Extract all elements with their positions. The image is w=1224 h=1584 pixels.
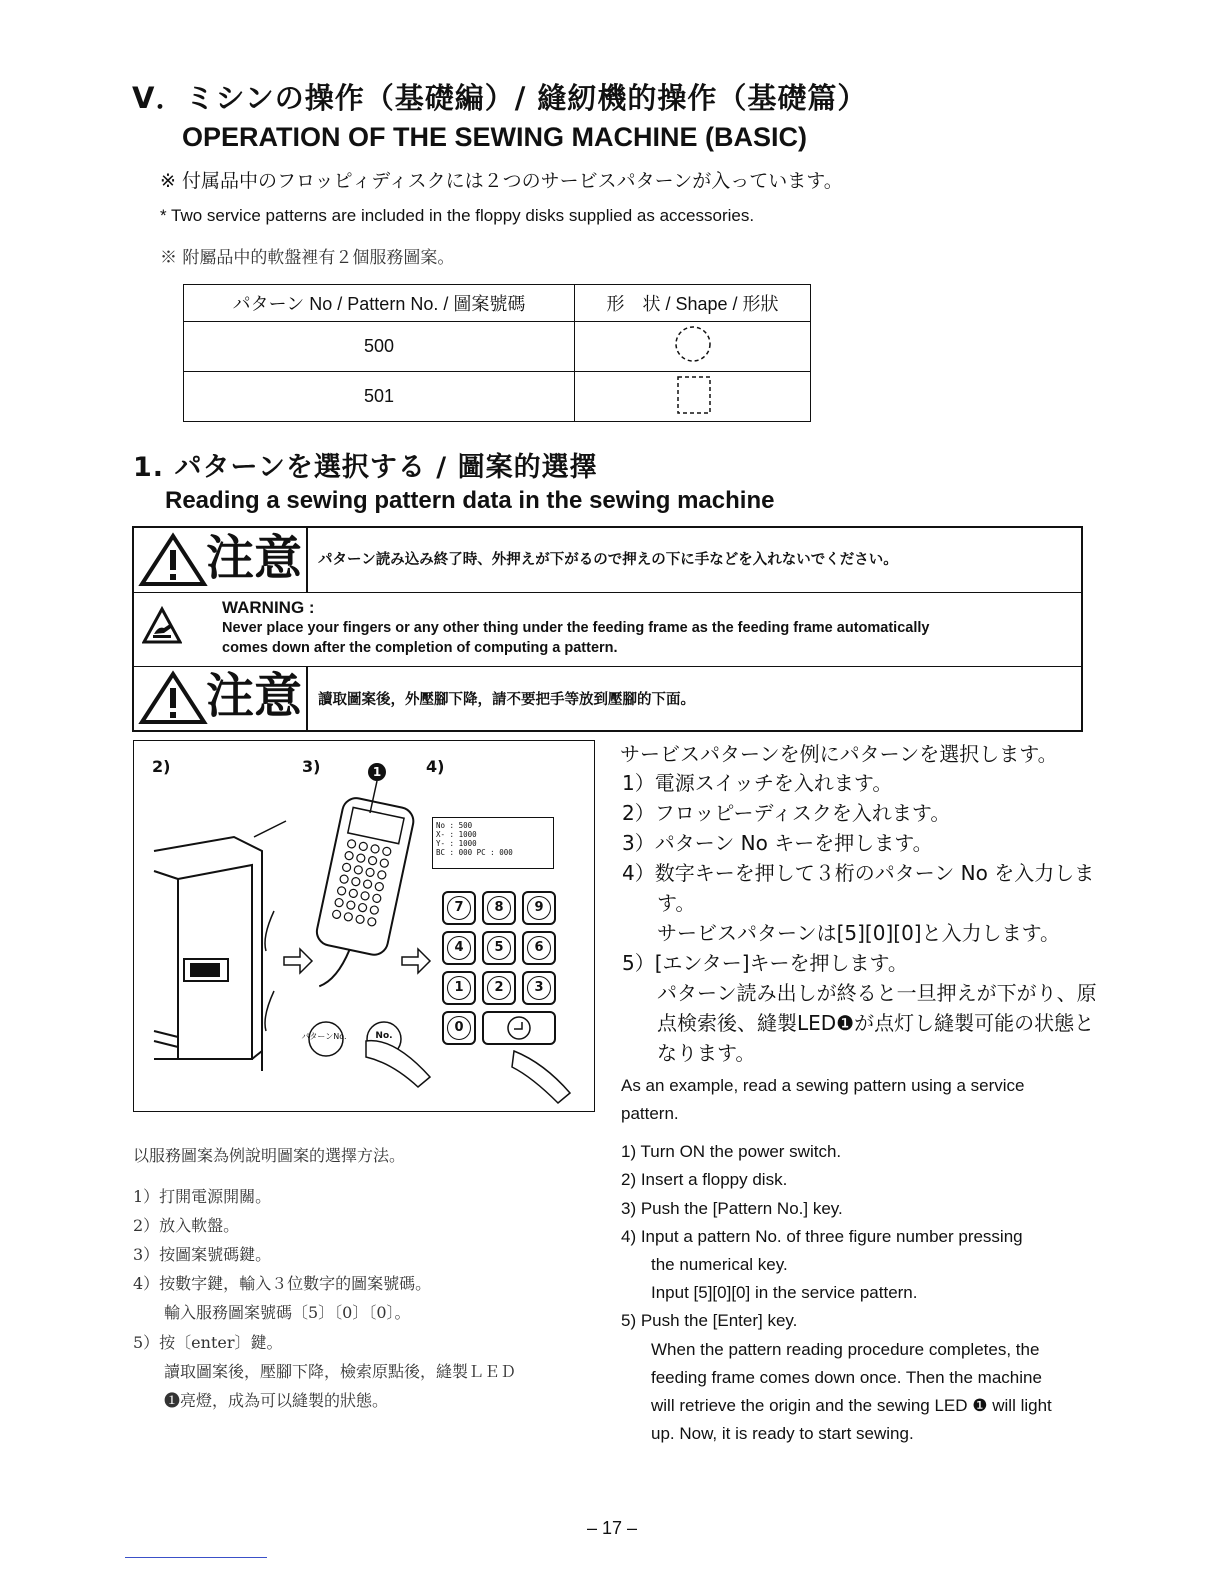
warning-box bbox=[132, 526, 1083, 732]
key-3[interactable]: 3 bbox=[522, 971, 556, 1005]
step-5-en-desc: up. Now, it is ready to start sewing. bbox=[651, 1424, 914, 1443]
step-5-en: 5) Push the [Enter] key. bbox=[621, 1311, 798, 1330]
key-8[interactable]: 8 bbox=[482, 891, 516, 925]
step-5-en-desc: feeding frame comes down once. Then the machine bbox=[651, 1368, 1042, 1387]
caution-badge bbox=[138, 532, 208, 592]
figure-label-4: 4) bbox=[426, 757, 445, 776]
key-4[interactable]: 4 bbox=[442, 931, 476, 965]
operation-figure bbox=[133, 740, 595, 1112]
step-1-zh: 1）打開電源開關。 bbox=[133, 1187, 272, 1206]
note-en: * Two service patterns are included in the floppy disks supplied as accessories. bbox=[160, 206, 755, 225]
step-5-zh-desc: 讀取圖案後，壓腳下降，檢索原點後，縫製ＬＥＤ bbox=[164, 1362, 517, 1381]
step-4-en: 4) Input a pattern No. of three figure number pressing bbox=[621, 1227, 1023, 1246]
pattern-table bbox=[183, 284, 811, 422]
hand-hazard-icon bbox=[142, 606, 182, 646]
step-4-zh-note: 輸入服務圖案號碼〔5〕〔0〕〔0〕。 bbox=[164, 1303, 411, 1322]
step-intro-en: pattern. bbox=[621, 1104, 679, 1123]
footer-rule bbox=[125, 1557, 267, 1558]
pattern-number: 501 bbox=[184, 372, 575, 422]
step-4-jp-cont: す。 bbox=[657, 891, 696, 915]
pattern-number: 500 bbox=[184, 322, 575, 372]
caution-label: 注意 bbox=[206, 668, 303, 724]
step-4-jp: 4）数字キーを押して３桁のパターン No を入力しま bbox=[622, 861, 1095, 885]
step-1-jp: 1）電源スイッチを入れます。 bbox=[622, 771, 893, 795]
square-shape-icon bbox=[673, 372, 713, 416]
screen-line: BC : 000 PC : 000 bbox=[436, 848, 513, 857]
step-3-en: 3) Push the [Pattern No.] key. bbox=[621, 1199, 843, 1218]
screen-line: No : 500 bbox=[436, 821, 473, 830]
caution-badge bbox=[138, 670, 208, 730]
key-0[interactable]: 0 bbox=[442, 1011, 476, 1045]
screen-line: X- : 1000 bbox=[436, 830, 477, 839]
caution-label: 注意 bbox=[206, 530, 303, 586]
note-jp: ※ 付属品中のフロッピィディスクには２つのサービスパターンが入っています。 bbox=[160, 170, 843, 192]
chapter-title-jp: V．ミシンの操作（基礎編）/ 縫紉機的操作（基礎篇） bbox=[132, 81, 868, 115]
step-5-jp-desc: なります。 bbox=[657, 1041, 756, 1065]
machine-drawing bbox=[134, 741, 594, 1111]
step-4-jp-note: サービスパターンは[5][0][0]と入力します。 bbox=[657, 921, 1060, 945]
warning-row-zh bbox=[134, 666, 1081, 730]
warning-row-jp bbox=[134, 528, 1081, 593]
key-2[interactable]: 2 bbox=[482, 971, 516, 1005]
step-5-jp-desc: 点検索後、縫製LED❶が点灯し縫製可能の状態と bbox=[657, 1011, 1095, 1035]
page-number: – 17 – bbox=[586, 1518, 638, 1538]
divider bbox=[306, 528, 308, 592]
step-2-zh: 2）放入軟盤。 bbox=[133, 1216, 240, 1235]
step-5-en-desc: When the pattern reading procedure completes, the bbox=[651, 1340, 1040, 1359]
shape-header: 形 状 / Shape / 形狀 bbox=[575, 285, 811, 322]
divider bbox=[306, 666, 308, 730]
step-5-jp: 5）[エンター]キーを押します。 bbox=[622, 951, 908, 975]
warning-text-en-line1: Never place your fingers or any other thing under the feeding frame as the feeding frame automatically bbox=[222, 620, 930, 636]
warning-row-en bbox=[134, 592, 1081, 667]
figure-label-3: 3) bbox=[302, 757, 321, 776]
step-5-zh: 5）按〔enter〕鍵。 bbox=[133, 1333, 283, 1352]
enter-key[interactable] bbox=[482, 1011, 556, 1045]
warning-text-en-line2: comes down after the completion of computing a pattern. bbox=[222, 640, 618, 656]
key-9[interactable]: 9 bbox=[522, 891, 556, 925]
step-intro-zh: 以服務圖案為例說明圖案的選擇方法。 bbox=[133, 1146, 406, 1165]
section-title-jp: 1. パターンを選択する / 圖案的選擇 bbox=[133, 452, 598, 483]
warning-text-zh: 讀取圖案後，外壓腳下降，請不要把手等放到壓腳的下面。 bbox=[318, 692, 695, 708]
screen-line: Y- : 1000 bbox=[436, 839, 477, 848]
step-2-jp: 2）フロッピーディスクを入れます。 bbox=[622, 801, 951, 825]
step-2-en: 2) Insert a floppy disk. bbox=[621, 1170, 788, 1189]
step-intro-jp: サービスパターンを例にパターンを選択します。 bbox=[620, 742, 1058, 766]
step-5-zh-desc: ❶亮燈，成為可以縫製的狀態。 bbox=[164, 1391, 389, 1410]
step-5-en-desc: will retrieve the origin and the sewing LED ❶ will light bbox=[651, 1396, 1052, 1415]
warning-triangle-icon bbox=[138, 670, 208, 726]
shape-square-cell bbox=[575, 372, 811, 422]
lcd-screen bbox=[432, 817, 554, 869]
pattern-no-key[interactable]: パターンNo. bbox=[301, 1032, 347, 1041]
step-5-jp-desc: パターン読み出しが終ると一旦押えが下がり、原 bbox=[657, 981, 1097, 1005]
step-3-zh: 3）按圖案號碼鍵。 bbox=[133, 1245, 272, 1264]
led-marker: 1 bbox=[368, 763, 386, 781]
hand-hazard-badge bbox=[142, 606, 182, 650]
note-zh: ※ 附屬品中的軟盤裡有２個服務圖案。 bbox=[160, 248, 455, 268]
step-1-en: 1) Turn ON the power switch. bbox=[621, 1142, 842, 1161]
circle-shape-icon bbox=[673, 322, 713, 366]
table-row bbox=[184, 322, 811, 372]
enter-icon bbox=[484, 1013, 554, 1043]
step-4-zh: 4）按數字鍵，輸入３位數字的圖案號碼。 bbox=[133, 1274, 432, 1293]
pattern-number-header: パターン No / Pattern No. / 圖案號碼 bbox=[184, 285, 575, 322]
key-7[interactable]: 7 bbox=[442, 891, 476, 925]
warning-text-jp: パターン読み込み終了時、外押えが下がるので押えの下に手などを入れないでください。 bbox=[318, 552, 898, 568]
table-row bbox=[184, 372, 811, 422]
chapter-title-en: OPERATION OF THE SEWING MACHINE (BASIC) bbox=[182, 122, 807, 152]
key-1[interactable]: 1 bbox=[442, 971, 476, 1005]
step-intro-en: As an example, read a sewing pattern using a service bbox=[621, 1076, 1025, 1095]
key-5[interactable]: 5 bbox=[482, 931, 516, 965]
step-4-en-note: Input [5][0][0] in the service pattern. bbox=[651, 1283, 918, 1302]
warning-triangle-icon bbox=[138, 532, 208, 588]
step-4-en-cont: the numerical key. bbox=[651, 1255, 788, 1274]
warning-label-en: WARNING : bbox=[222, 598, 315, 617]
figure-label-2: 2) bbox=[152, 757, 171, 776]
key-6[interactable]: 6 bbox=[522, 931, 556, 965]
shape-circle-cell bbox=[575, 322, 811, 372]
step-3-jp: 3）パターン No キーを押します。 bbox=[622, 831, 933, 855]
section-title-en: Reading a sewing pattern data in the sewing machine bbox=[165, 487, 775, 514]
no-key[interactable]: No. bbox=[375, 1031, 393, 1041]
